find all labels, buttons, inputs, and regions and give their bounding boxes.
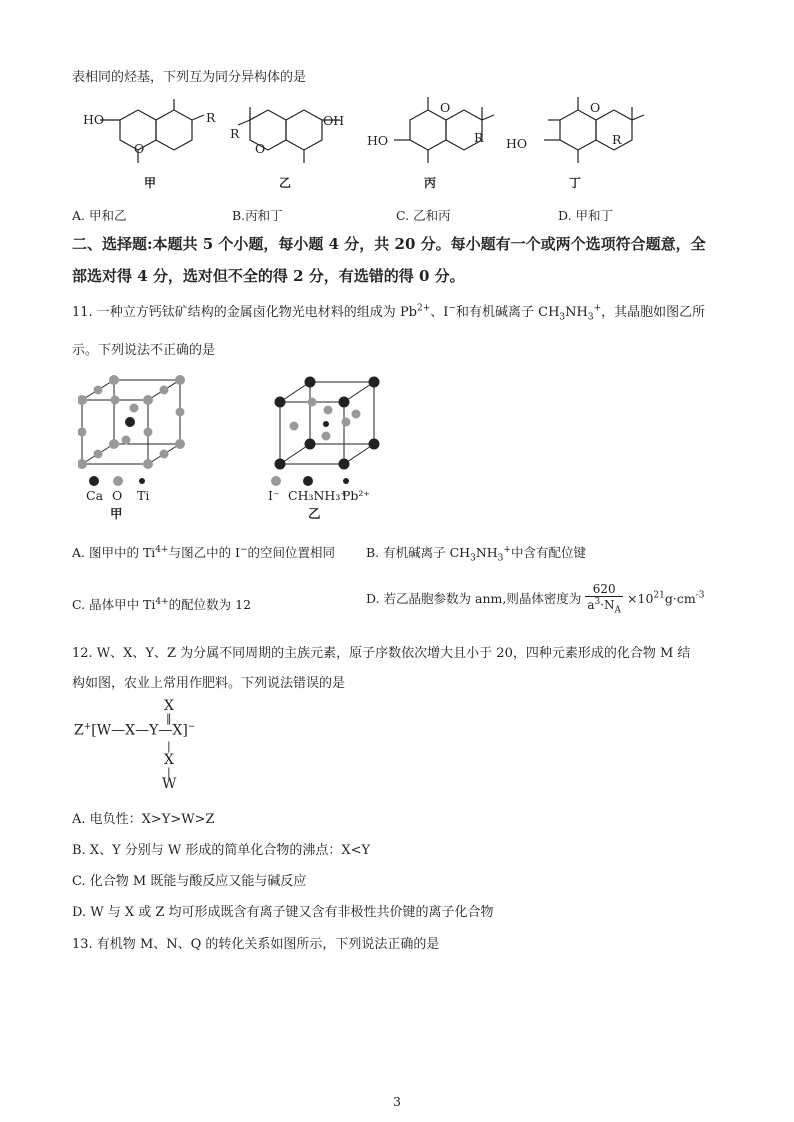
section-heading: 二、选择题:本题共 5 个小题，每小题 4 分，共 20 分。每小题有一个或两个选项符合题意，全 bbox=[72, 235, 706, 253]
option-c: C. 乙和丙 bbox=[396, 208, 451, 223]
molecule-ding-ho: HO bbox=[506, 136, 528, 151]
question-11-stem-cont: 示。下列说法不正确的是 bbox=[72, 343, 216, 358]
molecule-yi-o: O bbox=[255, 141, 266, 156]
molecule-label: 乙 bbox=[278, 176, 291, 190]
option-c: C. 晶体甲中 $Ti^{4+}$的配位数为 12 bbox=[72, 596, 252, 612]
option-a: A. 电负性：X>Y>W>Z bbox=[72, 812, 215, 827]
molecule-label: 丙 bbox=[423, 176, 436, 190]
question-12-stem: 12. W、X、Y、Z 为分属不同周期的主族元素，原子序数依次增大且小于 20，四种元素形成的化合物 M 结 bbox=[72, 646, 691, 661]
legend-methylammonium: CH₃NH₃⁺ bbox=[288, 488, 347, 503]
legend-jia-dots bbox=[86, 474, 156, 488]
molecule-jia-r: R bbox=[206, 110, 216, 125]
option-b: B. 有机碱离子 $CH_3NH_3^+$中含有配位键 bbox=[366, 544, 586, 564]
molecule-yi-oh: OH bbox=[323, 113, 345, 128]
figure-caption-jia: 甲 bbox=[110, 506, 123, 521]
molecule-jia bbox=[100, 99, 204, 163]
molecule-label: 丁 bbox=[568, 176, 581, 190]
question-10-stem: 表相同的烃基，下列互为同分异构体的是 bbox=[72, 70, 307, 85]
molecule-bing-ho: HO bbox=[367, 133, 389, 148]
option-b: B. X、Y 分别与 W 形成的简单化合物的沸点：X<Y bbox=[72, 843, 371, 858]
crystal-cell-yi bbox=[274, 376, 384, 472]
molecule-jia-ho: HO bbox=[83, 112, 105, 127]
molecule-label: 甲 bbox=[143, 176, 156, 190]
section-heading-cont: 部选对得 4 分，选对但不全的得 2 分，有选错的得 0 分。 bbox=[72, 267, 465, 285]
molecule-ding-r: R bbox=[612, 132, 622, 147]
compound-m-structure: X ‖ Z+[W—X—Y—X]− | X | W bbox=[74, 698, 196, 792]
molecule-bing-r: R bbox=[474, 130, 484, 145]
page-number: 3 bbox=[393, 1094, 401, 1109]
option-c: C. 化合物 M 既能与酸反应又能与碱反应 bbox=[72, 874, 307, 889]
option-d: D. 若乙晶胞参数为 anm,则晶体密度为 $\frac{620}{a^3\cdot N_A}$ $\times 10^{21}g\cdot cm^{-3}$ bbox=[366, 582, 705, 616]
molecule-bing-o: O bbox=[440, 100, 451, 115]
option-d: D. W 与 X 或 Z 均可形成既含有离子键又含有非极性共价键的离子化合物 bbox=[72, 905, 494, 920]
legend-ti: Ti bbox=[137, 488, 150, 503]
crystal-cell-jia bbox=[78, 374, 198, 474]
density-fraction: $\frac{620}{a^3\cdot N_A}$ bbox=[587, 582, 622, 616]
question-13-stem: 13. 有机物 M、N、Q 的转化关系如图所示，下列说法正确的是 bbox=[72, 937, 440, 952]
option-b: B.丙和丁 bbox=[232, 208, 283, 223]
question-12-stem-cont: 构如图，农业上常用作肥料。下列说法错误的是 bbox=[72, 676, 346, 691]
legend-lead: Pb²⁺ bbox=[342, 488, 371, 503]
option-d: D. 甲和丁 bbox=[558, 208, 614, 223]
molecule-yi-r: R bbox=[230, 126, 240, 141]
legend-o: O bbox=[112, 488, 123, 503]
option-a: A. 图甲中的 $Ti^{4+}$与图乙中的 I−的空间位置相同 bbox=[72, 544, 336, 560]
molecule-ding-o: O bbox=[590, 100, 601, 115]
question-11-stem: 11. 一种立方钙钛矿结构的金属卤化物光电材料的组成为 $Pb^{2+}$、I−和有机碱离子 $CH_3NH_3^+$，其晶胞如图乙所 bbox=[72, 303, 706, 323]
molecule-jia-o: O bbox=[134, 141, 145, 156]
legend-yi-dots bbox=[268, 474, 358, 488]
legend-iodide: I⁻ bbox=[268, 488, 280, 503]
legend-ca: Ca bbox=[86, 488, 104, 503]
figure-caption-yi: 乙 bbox=[308, 506, 321, 521]
option-a: A. 甲和乙 bbox=[72, 208, 127, 223]
